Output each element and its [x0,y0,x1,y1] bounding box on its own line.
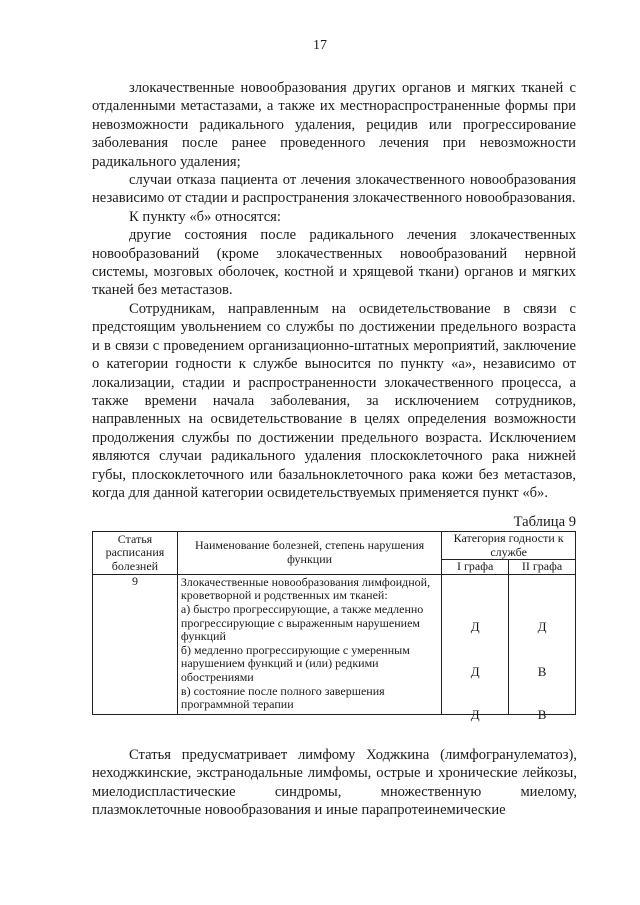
table-caption: Таблица 9 [513,514,576,530]
grade-1-item-c: Д [470,706,480,722]
table-header-row [93,532,576,560]
grade-2-item-a: Д [537,618,547,634]
paragraph-malignant-other-organs: злокачественные новообразования других органов и мягких тканей с отдаленными метастазами, а также их местнораспространенные формы при невозможности радикального удаления, рецидив или прогрессирование заболевания после ранее проведенного лечения при невозможности радикального удаления; [92,80,576,170]
cell-disease-description [177,574,441,714]
grade-1-item-b: Д [470,663,480,679]
cell-grade-1 [442,574,509,722]
page-number: 17 [313,38,327,53]
header-grade-2: II графа [509,560,576,575]
cell-grade-2 [509,574,576,722]
paragraph-article-covers: Статья предусматривает лимфому Ходжкина (лимфогранулематоз), неходжкинские, экстранодальные лимфомы, острые и хронические лейкозы, миелодиспластические синдромы, множественную миелому, плазмоклеточные новообразования и иные парапротеинемические [92,747,577,819]
disease-item-a: а) быстро прогрессирующие, а также медленно прогрессирующие с выраженным нарушением функций [180,601,424,644]
table-row [93,574,576,714]
body-text-top [92,79,576,502]
paragraph-other-states: другие состояния после радикального лечения злокачественных новообразований (кроме злокачественных новообразований нервной системы, мозговых оболочек, костной и хрящевой ткани) органов и мягких тканей без метастазов. [92,227,576,299]
disease-item-b: б) медленно прогрессирующие с умеренным нарушением функций и (или) редкими обострениями [180,642,410,684]
grade-1-item-a: Д [470,618,480,634]
header-article: Статья расписания болезней [93,532,178,575]
grade-2-item-c: В [537,706,547,722]
header-disease-name: Наименование болезней, степень нарушения функции [177,532,441,575]
header-grade-1: I графа [442,560,509,575]
paragraph-point-b-heading: К пункту «б» относятся: [129,208,281,225]
paragraph-employees-dismissal: Сотрудникам, направленным на освидетельствование в связи с предстоящим увольнением со службы по достижении предельного возраста и в связи с проведением организационно-штатных мероприятий, заключение о категории годности к службе выносится по пункту «а», независимо от локализации, стадии и распространенности злокачественного процесса, а также времени начала заболевания, за исключением сотрудников, направленных на освидетельствование в целях определения возможности продолжения службы по достижении предельного возраста. Исключением являются случаи радикального удаления плоскоклеточного рака нижней губы, плоскоклеточного или базальноклеточного рака кожи без метастазов, когда для данной категории освидетельствуемых применяется пункт «б». [92,300,576,501]
grade-2-item-b: В [537,663,547,679]
disease-intro: Злокачественные новообразования лимфоидной, кроветворной и родственных им тканей: [180,574,431,603]
cell-article-number: 9 [93,574,178,714]
disease-table [92,531,576,722]
paragraph-treatment-refusal: случаи отказа пациента от лечения злокачественного новообразования независимо от стадии и распространения злокачественного новообразования. [92,172,576,207]
body-text-bottom [92,746,577,820]
disease-item-c: в) состояние после полного завершения программной терапии [180,683,385,712]
header-category: Категория годности к службе [442,532,576,560]
